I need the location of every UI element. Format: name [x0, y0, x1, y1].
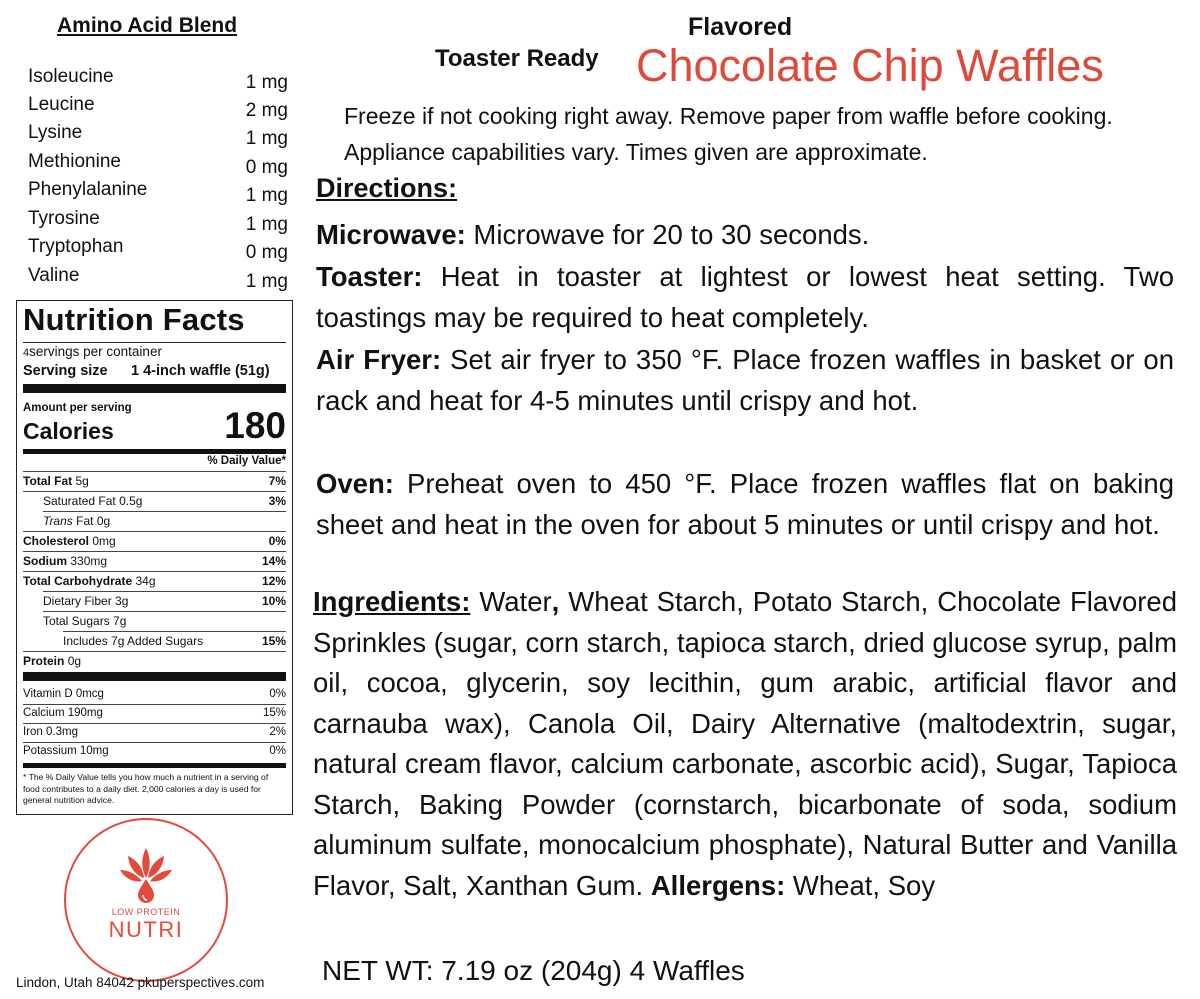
amino-row: [28, 265, 290, 293]
nutrient-label: Total Sugars: [43, 614, 110, 628]
ingredients-text: Wheat Starch, Potato Starch, Chocolate Flavored Sprinkles (sugar, corn starch, tapioca starch, dried glucose syrup, palm oil, cocoa, glycerin, soy lecithin, gum arabic, artificial flavor and carnauba wax), Canola Oil, Dairy Alternative (maltodextrin, sugar, natural cream flavor, calcium carbonate, ascorbic acid), Sugar, Tapioca Starch, Baking Powder (cornstarch, bicarbonate of soda, sodium aluminum sulfate, monocalcium phosphate), Natural Butter and Vanilla Flavor, Salt, Xanthan Gum.: [313, 586, 1178, 901]
vitamin-label: Potassium 10mg: [23, 745, 109, 757]
vitamin-row: [23, 723, 286, 742]
amino-row: [28, 236, 290, 264]
amino-name: Leucine: [28, 94, 95, 115]
calories-label: Calories: [23, 418, 114, 444]
direction-text: Preheat oven to 450 °F. Place frozen waffles flat on baking sheet and heat in the oven for about 5 minutes or until crispy and hot.: [316, 468, 1174, 540]
nutrient-dv: 7%: [268, 474, 286, 488]
logo-text-nutri: NUTRI: [108, 917, 184, 942]
vitamin-label: Vitamin D 0mcg: [23, 688, 104, 700]
nutrient-label-group: [23, 574, 156, 588]
nutrient-label: Cholesterol: [23, 534, 90, 548]
row-rule: [23, 471, 286, 472]
servings-per-container: [23, 344, 286, 359]
row-rule: [23, 723, 286, 724]
amino-value: 1 mg: [245, 72, 288, 93]
vitamin-row: [23, 742, 286, 761]
nutrient-dv: 14%: [261, 554, 286, 568]
nutrient-dv: 0%: [268, 534, 286, 548]
leaf-drop-icon: [120, 848, 172, 904]
nutrient-label-group: [43, 614, 126, 628]
amino-name: Lysine: [28, 122, 83, 143]
nutrient-label: Total Carbohydrate: [23, 574, 133, 588]
ingredients-comma: ,: [551, 586, 560, 617]
amino-value: 1 mg: [245, 214, 288, 235]
allergens-label: Allergens:: [650, 869, 786, 901]
nutrient-dv: 12%: [261, 574, 286, 588]
nutrient-amount: 3g: [115, 594, 129, 608]
row-rule: [23, 651, 286, 652]
thick-divider: [23, 672, 286, 681]
amino-row: [28, 66, 290, 94]
nutrient-row: [23, 591, 286, 611]
serving-size-value: 1 4-inch waffle (51g): [131, 363, 270, 379]
row-rule: [23, 704, 286, 705]
nutrient-row: [23, 511, 286, 531]
amino-name: Valine: [28, 265, 80, 286]
direction-label: Oven:: [316, 468, 394, 499]
direction-label: Toaster:: [316, 261, 423, 292]
medium-divider: [23, 763, 286, 768]
nutrient-label: Protein: [23, 654, 65, 668]
thick-divider: [23, 384, 286, 393]
nutrient-amount: 7g: [113, 614, 127, 628]
nutrient-label-group: [63, 634, 203, 648]
nutrient-label-group: [43, 594, 128, 608]
direction-air-fryer: [316, 339, 1174, 421]
nutrient-label-group: [23, 474, 89, 488]
low-protein-nutri-logo: [64, 818, 228, 982]
direction-text: Set air fryer to 350 °F. Place frozen waffles in basket or on rack and heat for 4-5 minutes until crispy and hot.: [316, 344, 1174, 416]
amino-value: 2 mg: [245, 100, 288, 121]
nutrient-amount: 0mg: [92, 534, 116, 548]
nutrient-amount: 5g: [75, 474, 89, 488]
nutrient-label: Includes 7g Added Sugars: [63, 634, 204, 648]
nutrition-facts-inner: [23, 301, 286, 814]
nutrient-amount: 34g: [135, 574, 156, 588]
nutrient-label-group: [23, 534, 116, 548]
direction-oven: [316, 463, 1174, 545]
nutrient-row: [23, 531, 286, 551]
row-rule: [23, 531, 286, 532]
vitamin-label: Iron 0.3mg: [23, 726, 78, 738]
direction-label: Air Fryer:: [316, 344, 442, 375]
nutrient-row: [23, 571, 286, 591]
daily-value-header: % Daily Value*: [207, 455, 286, 467]
nutrient-dv: 10%: [261, 594, 286, 608]
allergens-text: Wheat, Soy: [785, 869, 936, 901]
nutrient-label-group: [23, 654, 81, 668]
freeze-note: Freeze if not cooking right away. Remove paper from waffle before cooking. Appliance capabilities vary. Times given are approximate.: [344, 103, 1113, 165]
nutrient-amount: 0g: [67, 654, 82, 668]
nutrition-facts-panel: [16, 300, 293, 815]
nutrient-row: [23, 611, 286, 631]
toaster-ready-label: Toaster Ready: [435, 45, 599, 72]
row-rule: [43, 591, 286, 592]
ingredients-paragraph: [313, 582, 1177, 906]
vitamin-row: [23, 704, 286, 723]
vitamin-dv: 0%: [269, 688, 286, 700]
serving-size-label: Serving size: [23, 363, 108, 379]
amino-row: [28, 151, 290, 179]
amino-value: 1 mg: [245, 128, 288, 149]
direction-text: Microwave for 20 to 30 seconds.: [465, 219, 870, 250]
net-weight: NET WT: 7.19 oz (204g) 4 Waffles: [322, 955, 745, 986]
amino-name: Tryptophan: [28, 236, 124, 257]
nutrient-label: Dietary Fiber: [43, 594, 112, 608]
logo-text-low-protein: LOW PROTEIN: [111, 907, 181, 917]
serving-size: [23, 363, 286, 379]
nutrient-label: Total Fat: [23, 474, 73, 488]
nutrient-row: [23, 651, 286, 671]
amino-name: Tyrosine: [28, 208, 100, 229]
nutrient-row: [23, 471, 286, 491]
vitamin-label: Calcium 190mg: [23, 707, 103, 719]
amino-row: [28, 94, 290, 122]
nutrient-label: Trans: [43, 514, 73, 528]
nutrient-label-group: [43, 494, 142, 508]
calories-value: 180: [224, 405, 286, 446]
row-rule: [23, 742, 286, 743]
nutrient-label-group: [23, 554, 107, 568]
nutrient-label: Sodium: [23, 554, 67, 568]
nutrition-facts-title: Nutrition Facts: [23, 302, 245, 337]
vitamin-row: [23, 685, 286, 704]
nutrient-label: Saturated Fat: [43, 494, 116, 508]
vitamin-dv: 15%: [262, 707, 286, 719]
row-rule: [23, 491, 286, 492]
amino-acid-title: Amino Acid Blend: [57, 14, 238, 37]
row-rule: [43, 511, 286, 512]
row-rule: [23, 551, 286, 552]
medium-divider: [23, 449, 286, 454]
direction-toaster: [316, 256, 1174, 338]
ingredients-label: Ingredients:: [313, 586, 471, 617]
nutrient-amount: 0.5g: [119, 494, 143, 508]
amino-row: [28, 208, 290, 236]
amount-per-serving: Amount per serving: [23, 402, 132, 414]
amino-row: [28, 179, 290, 207]
nutrient-row: [23, 551, 286, 571]
company-address: Lindon, Utah 84042 pkuperspectives.com: [16, 975, 265, 990]
row-rule: [43, 611, 286, 612]
amino-value: 1 mg: [245, 271, 288, 292]
nutrient-row: [23, 491, 286, 511]
nutrient-amount: 330mg: [70, 554, 108, 568]
amino-row: [28, 122, 290, 150]
nutrient-row: [23, 631, 286, 651]
servings-text: servings per container: [29, 344, 162, 359]
ingredients-text: Water: [470, 586, 552, 617]
nutrient-dv: 15%: [261, 634, 286, 648]
servings-count: 4: [23, 347, 30, 359]
amino-name: Methionine: [28, 151, 121, 172]
direction-microwave: [316, 214, 1174, 255]
vitamin-dv: 2%: [269, 726, 286, 738]
daily-value-footnote: * The % Daily Value tells you how much a nutrient in a serving of food contributes to a daily diet. 2,000 calories a day is used for general nutrition advice.: [23, 772, 269, 806]
nutrient-label-group: [43, 514, 110, 528]
amino-name: Isoleucine: [28, 66, 114, 87]
product-name: Chocolate Chip Waffles: [636, 40, 1104, 91]
nutrient-dv: 3%: [268, 494, 286, 508]
amino-value: 0 mg: [245, 157, 288, 178]
row-rule: [23, 571, 286, 572]
directions-heading: Directions:: [316, 173, 458, 203]
flavored-label: Flavored: [688, 13, 793, 41]
divider: [23, 342, 286, 343]
vitamin-dv: 0%: [269, 745, 286, 757]
direction-text: Heat in toaster at lightest or lowest heat setting. Two toastings may be required to heat completely.: [316, 261, 1174, 333]
row-rule: [63, 631, 286, 632]
amino-value: 1 mg: [245, 185, 288, 206]
amino-name: Phenylalanine: [28, 179, 148, 200]
amino-value: 0 mg: [245, 242, 288, 263]
direction-label: Microwave:: [316, 219, 466, 250]
nutrient-amount: Fat 0g: [76, 514, 111, 528]
